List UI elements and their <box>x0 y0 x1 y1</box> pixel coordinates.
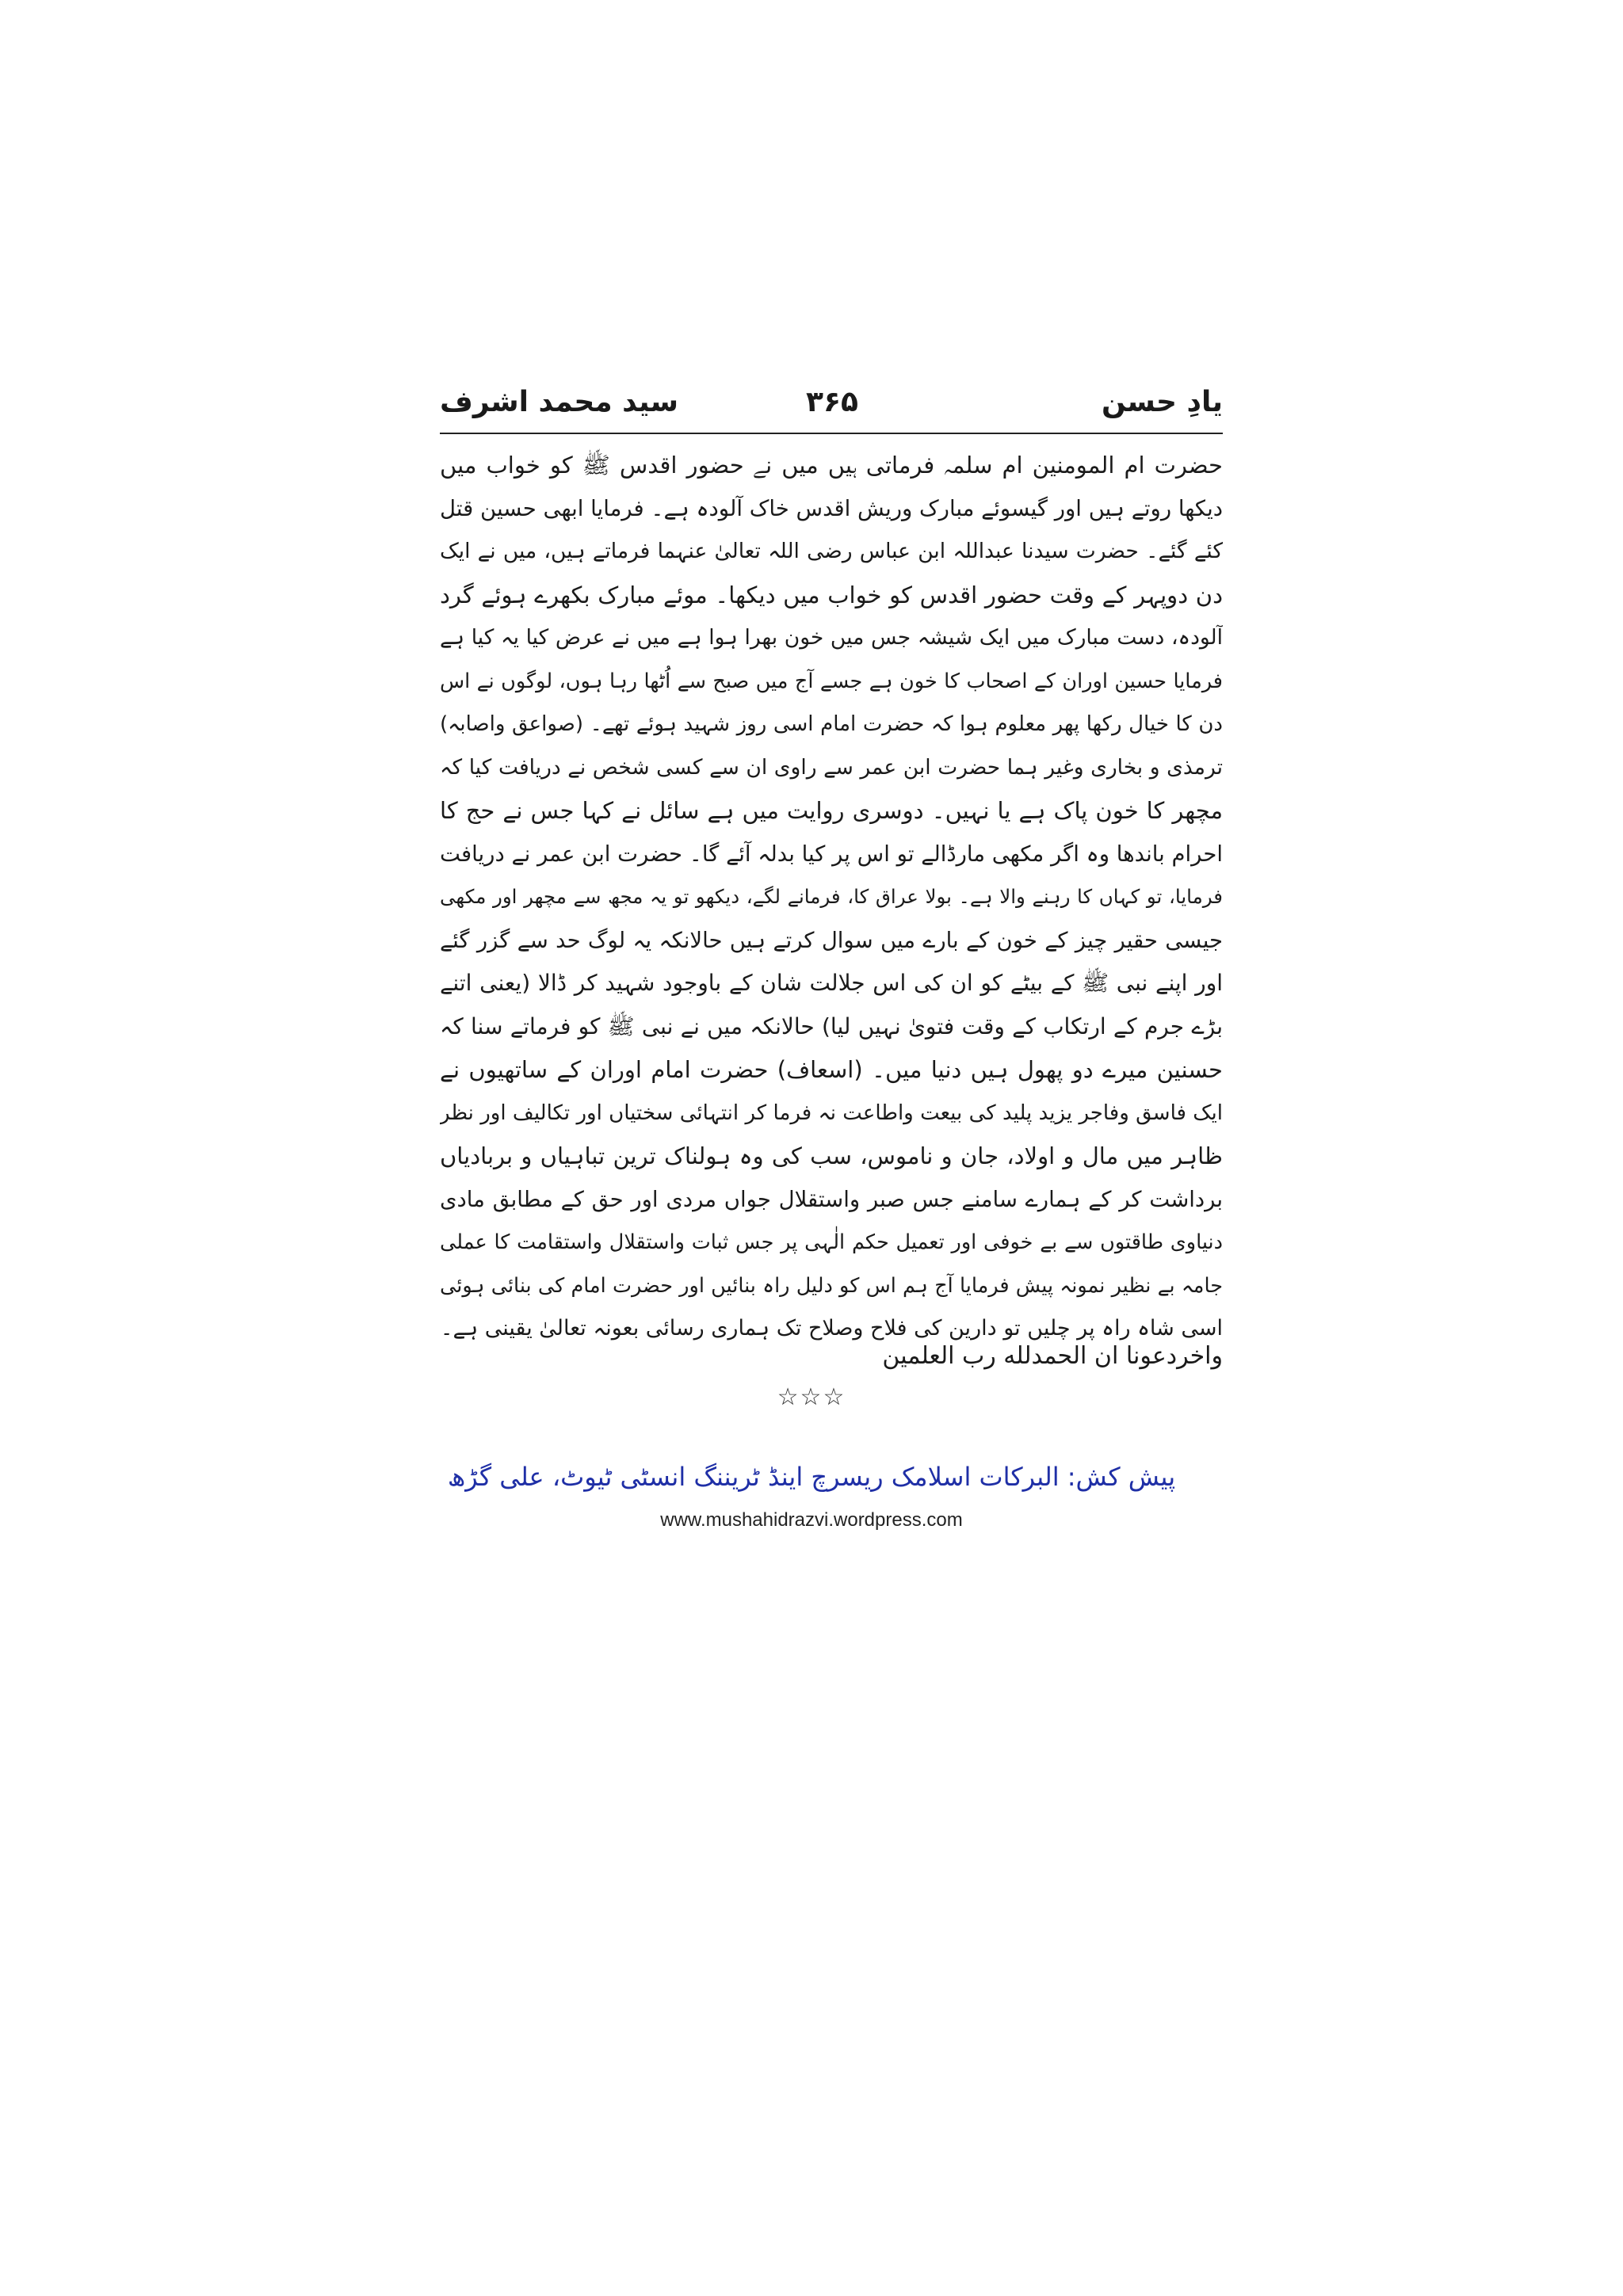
website-link[interactable]: www.mushahidrazvi.wordpress.com <box>660 1509 963 1531</box>
body-text <box>440 444 1223 1351</box>
text-line: دن کا خیال رکھا پھر معلوم ہوا کہ حضرت امام اسی روز شہید ہوئے تھے۔ (صواعق واصابہ) <box>440 712 1223 736</box>
star-separator: ☆☆☆ <box>777 1383 846 1411</box>
text-line: حضرت ام المومنین ام سلمہ فرماتی ہیں میں نے حضور اقدس ﷺ کو خواب میں <box>440 452 1223 479</box>
text-line: برداشت کر کے ہمارے سامنے جس صبر واستقلال جواں مردی اور حق کے مطابق مادی <box>440 1186 1223 1212</box>
text-line: کئے گئے۔ حضرت سیدنا عبداللہ ابن عباس رضی اللہ تعالیٰ عنہما فرماتے ہیں، میں نے ایک <box>440 539 1223 563</box>
closing-prayer: واخردعونا ان الحمدلله رب العلمين <box>882 1342 1223 1370</box>
text-line: فرمایا حسین اوران کے اصحاب کا خون ہے جسے آج میں صبح سے اُٹھا رہا ہوں، لوگوں نے اس <box>440 669 1223 693</box>
text-line: اور اپنے نبی ﷺ کے بیٹے کو ان کی اس جلالت شان کے باوجود شہید کر ڈالا (یعنی اتنے <box>440 970 1223 996</box>
text-line: ظاہر میں مال و اولاد، جان و ناموس، سب کی وہ ہولناک ترین تباہیاں و بربادیاں <box>440 1142 1223 1169</box>
text-line: جیسی حقیر چیز کے خون کے بارے میں سوال کرتے ہیں حالانکہ یہ لوگ حد سے گزر گئے <box>440 927 1223 953</box>
text-line: بڑے جرم کے ارتکاب کے وقت فتویٰ نہیں لیا) حالانکہ میں نے نبی ﷺ کو فرماتے سنا کہ <box>440 1013 1223 1039</box>
text-line: مچھر کا خون پاک ہے یا نہیں۔ دوسری روایت میں ہے سائل نے کہا جس نے حج کا <box>440 797 1223 824</box>
text-line: احرام باندھا وہ اگر مکھی مارڈالے تو اس پر کیا بدلہ آئے گا۔ حضرت ابن عمر نے دریافت <box>440 841 1223 867</box>
text-line: جامہ بے نظیر نمونہ پیش فرمایا آج ہم اس کو دلیل راہ بنائیں اور حضرت امام کی بنائی ہوئی <box>440 1273 1223 1298</box>
presenter-credit: پیش کش: البرکات اسلامک ریسرچ اینڈ ٹریننگ انسٹی ٹیوٹ، علی گڑھ <box>447 1462 1176 1492</box>
author-name: سید محمد اشرف <box>440 386 679 418</box>
text-line: ایک فاسق وفاجر یزید پلید کی بیعت واطاعت نہ فرما کر انتہائی سختیاں اور تکالیف اور نظر <box>440 1100 1223 1125</box>
text-line: دن دوپہر کے وقت حضور اقدس کو خواب میں دیکھا۔ موئے مبارک بکھرے ہوئے گرد <box>440 581 1223 608</box>
text-line: ترمذی و بخاری وغیر ہما حضرت ابن عمر سے راوی ان سے کسی شخص نے دریافت کیا کہ <box>440 754 1223 780</box>
header-rule <box>440 433 1223 434</box>
book-title: یادِ حسن <box>1101 386 1223 418</box>
text-line: دیکھا روتے ہیں اور گیسوئے مبارک وریش اقدس خاک آلودہ ہے۔ فرمایا ابھی حسین قتل <box>440 495 1223 521</box>
text-line: دنیاوی طاقتوں سے بے خوفی اور تعمیل حکم الٰہی پر جس ثبات واستقلال واستقامت کا عملی <box>440 1230 1223 1254</box>
page-header <box>440 383 1223 429</box>
text-line: فرمایا، تو کہاں کا رہنے والا ہے۔ بولا عراق کا، فرمانے لگے، دیکھو تو یہ مجھ سے مچھر اور مکھی <box>440 885 1223 908</box>
text-line: آلودہ، دست مبارک میں ایک شیشہ جس میں خون بھرا ہوا ہے میں نے عرض کیا یہ کیا ہے <box>440 625 1223 650</box>
text-line: حسنین میرے دو پھول ہیں دنیا میں۔ (اسعاف) حضرت امام اوران کے ساتھیوں نے <box>440 1056 1223 1083</box>
page-number: ۳۶۵ <box>806 386 858 418</box>
text-line: اسی شاہ راہ پر چلیں تو دارین کی فلاح وصلاح تک ہماری رسائی بعونہ تعالیٰ یقینی ہے۔ <box>440 1316 1223 1341</box>
